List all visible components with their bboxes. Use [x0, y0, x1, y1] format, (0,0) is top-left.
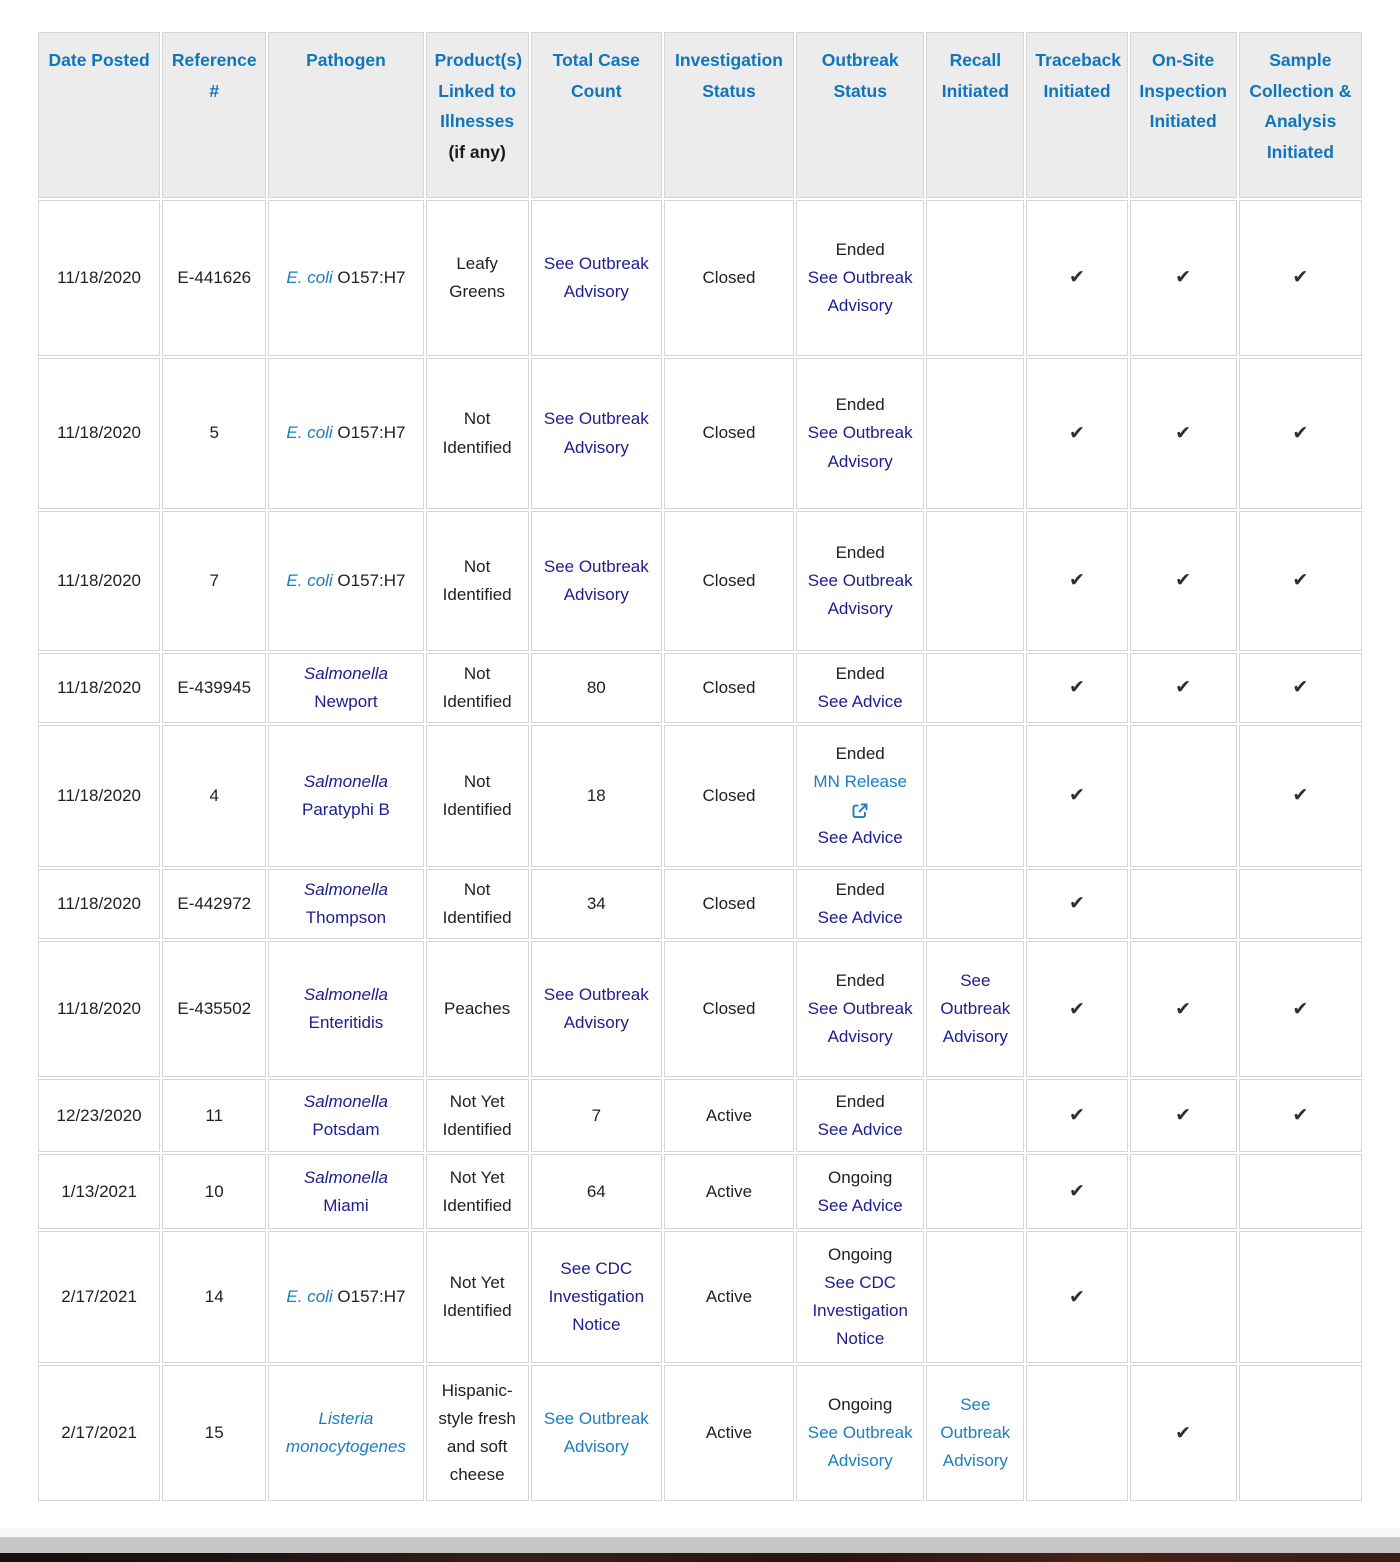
cell-product-linked: Not Yet Identified: [426, 1154, 529, 1229]
outbreak-status-link[interactable]: See Advice: [817, 692, 903, 712]
cell-reference-number: 15: [162, 1365, 266, 1501]
cell-sample-collection-initiated: [1239, 358, 1362, 509]
recall-advisory-link[interactable]: See Outbreak Advisory: [940, 971, 1011, 1047]
pathogen-name: Enteritidis: [308, 1013, 384, 1033]
pathogen-name: E. coli: [286, 423, 333, 443]
cell-product-linked: Leafy Greens: [426, 200, 529, 356]
pathogen-link[interactable]: [304, 1168, 388, 1215]
cell-traceback-initiated: [1026, 1365, 1127, 1501]
table-row: [38, 725, 1362, 867]
cell-product-linked: Not Identified: [426, 725, 529, 867]
cell-onsite-inspection-initiated: [1130, 1079, 1237, 1152]
pathogen-name: E. coli: [286, 570, 333, 590]
outbreak-table-body: [38, 200, 1362, 1501]
cell-traceback-initiated: [1026, 200, 1127, 356]
cell-investigation-status: Active: [664, 1079, 794, 1152]
cell-reference-number: 14: [162, 1231, 266, 1363]
cell-total-case-count: [531, 725, 662, 867]
case-count-advisory-link[interactable]: See CDC Investigation Notice: [548, 1259, 645, 1335]
cell-sample-collection-initiated: [1239, 725, 1362, 867]
cell-reference-number: E-439945: [162, 653, 266, 723]
column-header-recall-initiated: [926, 32, 1024, 198]
column-header-label: Recall Initiated: [941, 50, 1009, 101]
column-header-label: Outbreak Status: [821, 50, 899, 101]
cell-traceback-initiated: [1026, 869, 1127, 939]
table-row: [38, 511, 1362, 651]
cell-recall-initiated: [926, 358, 1024, 509]
checkmark-icon: ✔: [1175, 267, 1192, 289]
cell-outbreak-status: [796, 511, 924, 651]
cell-pathogen: [268, 358, 423, 509]
cell-onsite-inspection-initiated: [1130, 358, 1237, 509]
cell-pathogen: [268, 511, 423, 651]
outbreak-status-word: Ongoing: [828, 1395, 893, 1415]
cell-date-posted: 11/18/2020: [38, 941, 160, 1077]
cell-total-case-count: [531, 358, 662, 509]
column-header-total-case-count: [531, 32, 662, 198]
cell-sample-collection-initiated: [1239, 1365, 1362, 1501]
cell-pathogen: [268, 1154, 423, 1229]
table-row: [38, 653, 1362, 723]
pathogen-link[interactable]: [304, 664, 388, 711]
pathogen-name: Salmonella: [303, 664, 388, 683]
checkmark-icon: ✔: [1069, 267, 1085, 289]
table-row: [38, 358, 1362, 509]
cell-date-posted: 12/23/2020: [38, 1079, 160, 1152]
cell-total-case-count: [531, 1154, 662, 1229]
outbreak-status-link[interactable]: See Outbreak Advisory: [807, 423, 913, 471]
checkmark-icon: ✔: [1069, 570, 1085, 592]
checkmark-icon: ✔: [1175, 677, 1192, 699]
cell-traceback-initiated: [1026, 1154, 1127, 1229]
cell-sample-collection-initiated: [1239, 1154, 1362, 1229]
cell-reference-number: 11: [162, 1079, 266, 1152]
cell-pathogen: [268, 1079, 423, 1152]
cell-date-posted: 1/13/2021: [38, 1154, 160, 1229]
cell-investigation-status: Closed: [664, 725, 794, 867]
cell-onsite-inspection-initiated: [1130, 200, 1237, 356]
table-row: [38, 200, 1362, 356]
column-header-sample-collection-initiated: [1239, 32, 1362, 198]
cell-sample-collection-initiated: [1239, 1231, 1362, 1363]
cell-onsite-inspection-initiated: [1130, 1154, 1237, 1229]
cell-total-case-count: [531, 1231, 662, 1363]
cell-reference-number: E-441626: [162, 200, 266, 356]
cell-total-case-count: [531, 200, 662, 356]
pathogen-name: E. coli: [286, 1287, 333, 1307]
cell-product-linked: Not Identified: [426, 511, 529, 651]
outbreak-status-link[interactable]: See Advice: [817, 828, 903, 848]
cell-product-linked: Not Identified: [426, 653, 529, 723]
column-header-note: (if any): [448, 141, 506, 162]
cell-recall-initiated: [926, 725, 1024, 867]
pathogen-name: Salmonella: [303, 985, 388, 1005]
case-count-value: 64: [586, 1181, 606, 1201]
cell-product-linked: Not Identified: [426, 869, 529, 939]
pathogen-link[interactable]: [286, 571, 332, 590]
column-header-label: Reference #: [171, 50, 257, 101]
cell-reference-number: 10: [162, 1154, 266, 1229]
cell-date-posted: 2/17/2021: [38, 1231, 160, 1363]
case-count-advisory-link[interactable]: See Outbreak Advisory: [543, 1409, 649, 1457]
pathogen-name: Listeria: [318, 1409, 374, 1429]
cell-product-linked: Hispanic-style fresh and soft cheese: [426, 1365, 529, 1501]
pathogen-name: monocytogenes: [285, 1437, 406, 1457]
cell-pathogen: [268, 653, 423, 723]
cell-traceback-initiated: [1026, 358, 1127, 509]
cell-recall-initiated: [926, 869, 1024, 939]
case-count-advisory-link[interactable]: See Outbreak Advisory: [543, 253, 649, 301]
cell-recall-initiated: [926, 653, 1024, 723]
cell-outbreak-status: [796, 653, 924, 723]
cell-pathogen: [268, 200, 423, 356]
cell-onsite-inspection-initiated: [1130, 1231, 1237, 1363]
outbreak-status-word: Ended: [835, 664, 885, 683]
cell-reference-number: 5: [162, 358, 266, 509]
cell-product-linked: Not Yet Identified: [426, 1231, 529, 1363]
cell-sample-collection-initiated: [1239, 653, 1362, 723]
column-header-traceback-initiated: [1026, 32, 1127, 198]
cell-pathogen: [268, 941, 423, 1077]
column-header-pathogen: [268, 32, 423, 198]
outbreak-status-link[interactable]: See Outbreak Advisory: [807, 999, 913, 1047]
pathogen-name: Salmonella: [303, 1167, 388, 1187]
pathogen-serotype: O157:H7: [332, 570, 406, 590]
table-header-row: [38, 32, 1362, 198]
outbreak-status-word: Ended: [835, 239, 885, 259]
cell-investigation-status: Closed: [664, 869, 794, 939]
cell-onsite-inspection-initiated: [1130, 725, 1237, 867]
pathogen-link[interactable]: [304, 880, 388, 927]
cell-product-linked: Peaches: [426, 941, 529, 1077]
cell-pathogen: [268, 869, 423, 939]
outbreak-status-word: Ended: [835, 971, 885, 991]
cell-investigation-status: Active: [664, 1154, 794, 1229]
cell-recall-initiated: [926, 941, 1024, 1077]
outbreak-status-link[interactable]: See Advice: [817, 1195, 903, 1215]
cell-total-case-count: [531, 653, 662, 723]
pathogen-name: Potsdam: [312, 1119, 380, 1139]
cell-investigation-status: Closed: [664, 511, 794, 651]
cell-date-posted: 11/18/2020: [38, 200, 160, 356]
cell-traceback-initiated: [1026, 511, 1127, 651]
pathogen-name: Salmonella: [303, 772, 388, 792]
column-header-outbreak-status: [796, 32, 924, 198]
checkmark-icon: ✔: [1069, 1105, 1085, 1127]
cell-investigation-status: Active: [664, 1365, 794, 1501]
outbreak-status-link[interactable]: See Outbreak Advisory: [807, 267, 913, 316]
checkmark-icon: ✔: [1175, 1105, 1192, 1127]
cell-pathogen: [268, 725, 423, 867]
cell-outbreak-status: [796, 1365, 924, 1501]
cell-traceback-initiated: [1026, 725, 1127, 867]
cell-recall-initiated: [926, 200, 1024, 356]
cell-onsite-inspection-initiated: [1130, 869, 1237, 939]
cell-product-linked: Not Yet Identified: [426, 1079, 529, 1152]
cell-outbreak-status: [796, 725, 924, 867]
cell-investigation-status: Closed: [664, 653, 794, 723]
cell-outbreak-status: [796, 1079, 924, 1152]
cell-traceback-initiated: [1026, 1079, 1127, 1152]
cell-sample-collection-initiated: [1239, 869, 1362, 939]
cell-outbreak-status: [796, 941, 924, 1077]
checkmark-icon: ✔: [1175, 998, 1192, 1020]
outbreak-status-link[interactable]: See Outbreak Advisory: [807, 570, 913, 619]
column-header-label: Product(s) Linked to Illnesses: [434, 50, 523, 132]
cell-product-linked: Not Identified: [426, 358, 529, 509]
checkmark-icon: ✔: [1069, 893, 1085, 915]
checkmark-icon: ✔: [1292, 267, 1309, 289]
cell-total-case-count: [531, 511, 662, 651]
checkmark-icon: ✔: [1292, 570, 1309, 592]
pathogen-name: Newport: [314, 692, 378, 712]
pathogen-name: Salmonella: [303, 1091, 388, 1111]
outbreak-status-word: Ended: [835, 1091, 885, 1111]
pathogen-serotype: O157:H7: [332, 1287, 406, 1307]
pathogen-name: Salmonella: [303, 880, 388, 900]
external-link-icon: [851, 802, 869, 820]
outbreak-status-link[interactable]: See Advice: [817, 908, 903, 928]
cell-investigation-status: Closed: [664, 200, 794, 356]
column-header-label: Investigation Status: [675, 50, 783, 101]
pathogen-name: Thompson: [305, 908, 387, 928]
outbreak-status-link[interactable]: See Advice: [817, 1119, 903, 1139]
cell-recall-initiated: [926, 1231, 1024, 1363]
cell-recall-initiated: [926, 511, 1024, 651]
cell-outbreak-status: [796, 1231, 924, 1363]
column-header-label: Traceback Initiated: [1035, 50, 1122, 101]
cell-sample-collection-initiated: [1239, 511, 1362, 651]
checkmark-icon: ✔: [1292, 422, 1309, 444]
cell-date-posted: 11/18/2020: [38, 511, 160, 651]
pathogen-name: E. coli: [286, 267, 333, 287]
column-header-label: On-Site Inspection Initiated: [1139, 50, 1227, 132]
column-header-reference-number: [162, 32, 266, 198]
cell-investigation-status: Closed: [664, 941, 794, 1077]
checkmark-icon: ✔: [1292, 677, 1309, 699]
cell-total-case-count: [531, 1365, 662, 1501]
column-header-label: Pathogen: [306, 50, 386, 70]
recall-advisory-link[interactable]: See Outbreak Advisory: [940, 1395, 1011, 1471]
outbreak-status-link[interactable]: See CDC Investigation Notice: [812, 1273, 908, 1349]
cell-investigation-status: Closed: [664, 358, 794, 509]
cell-date-posted: 11/18/2020: [38, 653, 160, 723]
outbreak-status-word: Ended: [835, 880, 885, 900]
cell-outbreak-status: [796, 1154, 924, 1229]
cell-date-posted: 11/18/2020: [38, 869, 160, 939]
footer-cropped-image-band: [0, 1553, 1400, 1562]
checkmark-icon: ✔: [1292, 1105, 1309, 1127]
checkmark-icon: ✔: [1069, 998, 1085, 1020]
outbreak-status-word: Ongoing: [828, 1167, 893, 1187]
cell-onsite-inspection-initiated: [1130, 511, 1237, 651]
cell-total-case-count: [531, 1079, 662, 1152]
cell-date-posted: 2/17/2021: [38, 1365, 160, 1501]
case-count-value: 7: [591, 1105, 602, 1125]
cell-recall-initiated: [926, 1154, 1024, 1229]
cell-date-posted: 11/18/2020: [38, 725, 160, 867]
column-header-products-linked: [426, 32, 529, 198]
footer-scrollbar-band[interactable]: [0, 1537, 1400, 1553]
case-count-value: 34: [586, 894, 606, 914]
checkmark-icon: ✔: [1175, 1422, 1192, 1444]
outbreak-investigations-table-wrap: [36, 30, 1364, 1503]
cell-traceback-initiated: [1026, 941, 1127, 1077]
pathogen-link[interactable]: [304, 985, 388, 1032]
cell-outbreak-status: [796, 200, 924, 356]
pathogen-link[interactable]: [286, 268, 332, 287]
outbreak-status-link[interactable]: MN Release: [805, 768, 915, 824]
footer-light-strip: [0, 1528, 1400, 1537]
cell-onsite-inspection-initiated: [1130, 1365, 1237, 1501]
case-count-value: 80: [586, 678, 606, 698]
case-count-advisory-link[interactable]: See Outbreak Advisory: [543, 409, 649, 457]
outbreak-status-link[interactable]: See Outbreak Advisory: [807, 1423, 913, 1471]
pathogen-name: Miami: [323, 1195, 369, 1215]
cell-sample-collection-initiated: [1239, 200, 1362, 356]
cell-traceback-initiated: [1026, 653, 1127, 723]
checkmark-icon: ✔: [1069, 1181, 1085, 1203]
checkmark-icon: ✔: [1069, 785, 1085, 807]
pathogen-serotype: O157:H7: [332, 423, 406, 443]
case-count-advisory-link[interactable]: See Outbreak Advisory: [543, 985, 649, 1033]
column-header-label: Sample Collection & Analysis Initiated: [1249, 50, 1352, 162]
pathogen-link[interactable]: [302, 772, 390, 819]
column-header-onsite-inspection-initiated: [1130, 32, 1237, 198]
outbreak-status-word: Ended: [835, 395, 885, 415]
outbreak-status-word: Ended: [835, 542, 885, 562]
checkmark-icon: ✔: [1069, 1286, 1085, 1308]
column-header-label: Total Case Count: [552, 50, 640, 101]
cell-pathogen: [268, 1365, 423, 1501]
cell-reference-number: 4: [162, 725, 266, 867]
case-count-value: 18: [586, 786, 606, 806]
cell-sample-collection-initiated: [1239, 941, 1362, 1077]
cell-onsite-inspection-initiated: [1130, 653, 1237, 723]
table-row: [38, 1079, 1362, 1152]
pathogen-link[interactable]: [286, 423, 332, 442]
column-header-label: Date Posted: [48, 50, 150, 70]
pathogen-link[interactable]: [286, 1409, 406, 1456]
cell-total-case-count: [531, 869, 662, 939]
cell-reference-number: 7: [162, 511, 266, 651]
checkmark-icon: ✔: [1292, 785, 1309, 807]
pathogen-link[interactable]: [304, 1092, 388, 1139]
outbreak-investigations-table: [36, 30, 1364, 1503]
table-row: [38, 1154, 1362, 1229]
case-count-advisory-link[interactable]: See Outbreak Advisory: [543, 556, 649, 604]
cell-pathogen: [268, 1231, 423, 1363]
cell-recall-initiated: [926, 1365, 1024, 1501]
cell-onsite-inspection-initiated: [1130, 941, 1237, 1077]
cell-traceback-initiated: [1026, 1231, 1127, 1363]
outbreak-status-word: Ongoing: [828, 1245, 893, 1265]
column-header-investigation-status: [664, 32, 794, 198]
cell-reference-number: E-442972: [162, 869, 266, 939]
cell-total-case-count: [531, 941, 662, 1077]
table-row: [38, 1231, 1362, 1363]
table-row: [38, 1365, 1362, 1501]
checkmark-icon: ✔: [1292, 998, 1309, 1020]
table-row: [38, 869, 1362, 939]
cell-sample-collection-initiated: [1239, 1079, 1362, 1152]
checkmark-icon: ✔: [1069, 422, 1085, 444]
cell-outbreak-status: [796, 358, 924, 509]
cell-recall-initiated: [926, 1079, 1024, 1152]
checkmark-icon: ✔: [1175, 422, 1192, 444]
checkmark-icon: ✔: [1175, 570, 1192, 592]
cell-reference-number: E-435502: [162, 941, 266, 1077]
column-header-date-posted: [38, 32, 160, 198]
pathogen-name: Paratyphi B: [302, 800, 390, 820]
pathogen-link[interactable]: [286, 1287, 332, 1306]
cell-investigation-status: Active: [664, 1231, 794, 1363]
cell-outbreak-status: [796, 869, 924, 939]
checkmark-icon: ✔: [1069, 677, 1085, 699]
table-row: [38, 941, 1362, 1077]
pathogen-serotype: O157:H7: [332, 267, 406, 287]
cell-date-posted: 11/18/2020: [38, 358, 160, 509]
outbreak-status-word: Ended: [835, 744, 885, 763]
